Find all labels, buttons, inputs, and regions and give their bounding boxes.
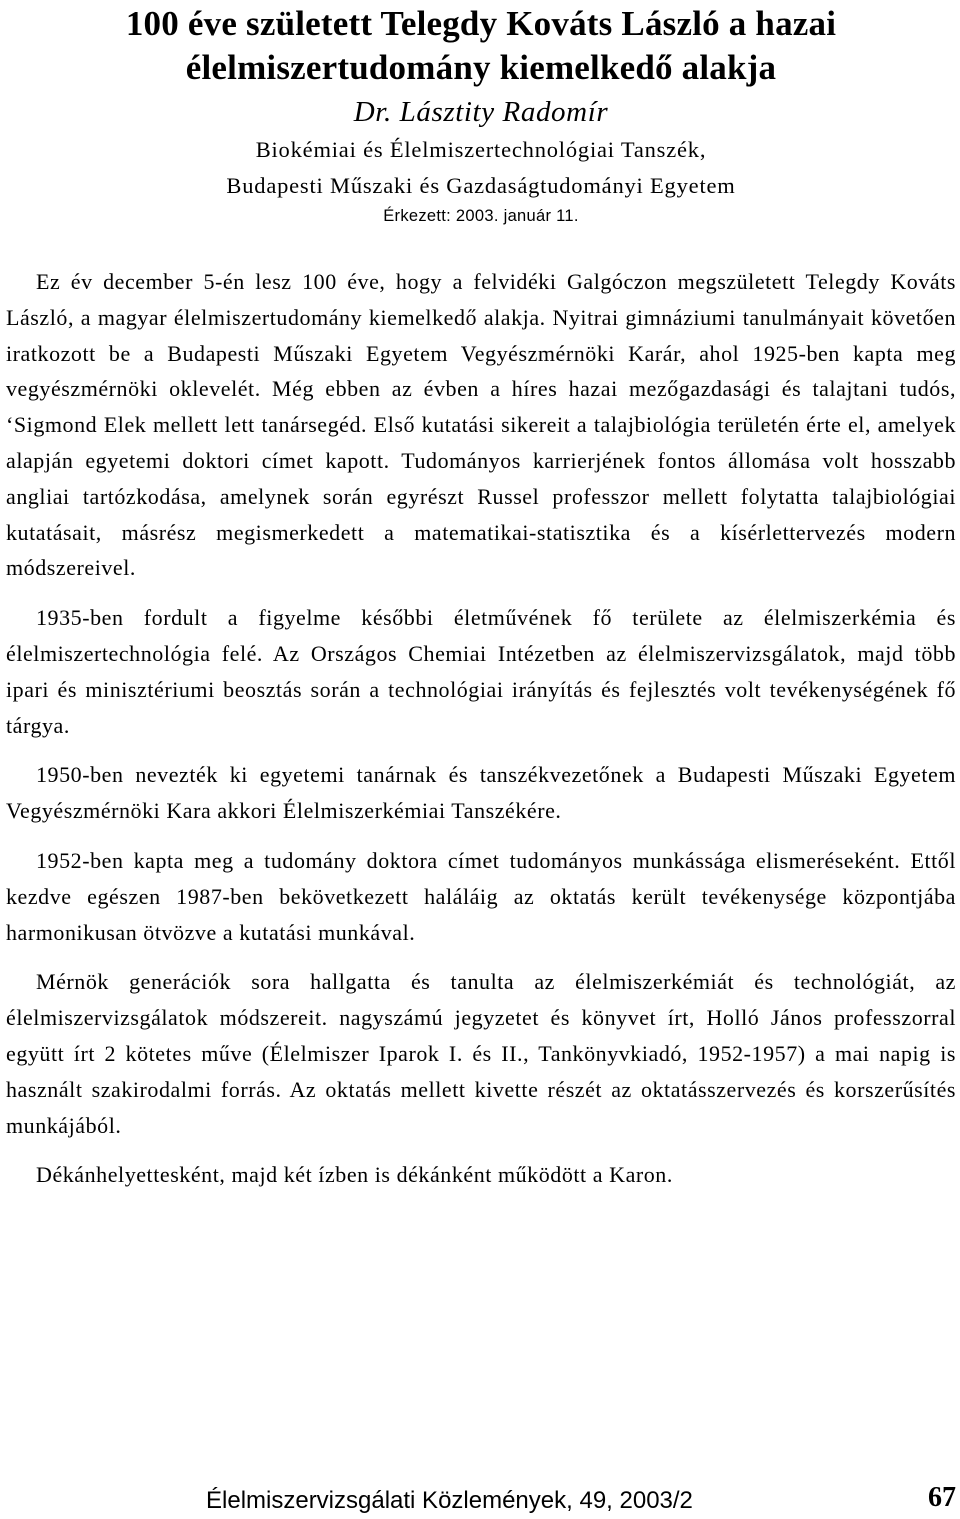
article-title-line-2: élelmiszertudomány kiemelkedő alakja xyxy=(185,48,777,87)
paragraph-6: Dékánhelyettesként, majd két ízben is dékánként működött a Karon. xyxy=(36,1162,673,1188)
paragraph-2: 1935-ben fordult a figyelme későbbi életművének fő területe az élelmiszerkémia és élelmiszertechnológia felé. Az Országos Chemiai Intézetben az élelmiszervizsgálatok, majd több ipari és minisztériumi beosztás során a technológiai irányítás és fejlesztés volt tevékenységének fő tárgya. xyxy=(6,605,956,738)
author-name: Dr. Lásztity Radomír xyxy=(353,96,609,128)
paragraph-3: 1950-ben nevezték ki egyetemi tanárnak és tanszékvezetőnek a Budapesti Műszaki Egyetem Vegyészmérnöki Kara akkori Élelmiszerkémiai Tanszékére. xyxy=(6,762,956,824)
page-footer xyxy=(6,1482,956,1518)
received-date: Érkezett: 2003. január 11. xyxy=(383,207,579,225)
page-number: 67 xyxy=(928,1482,956,1513)
article-title xyxy=(6,0,956,90)
affiliation-line-1: Biokémiai és Élelmiszertechnológiai Tanszék, xyxy=(255,137,707,162)
affiliation-line-2: Budapesti Műszaki és Gazdaságtudományi Egyetem xyxy=(226,173,736,198)
journal-citation: Élelmiszervizsgálati Közlemények, 49, 2003/2 xyxy=(206,1487,693,1514)
article-page xyxy=(6,0,956,1193)
paragraph-4: 1952-ben kapta meg a tudomány doktora címet tudományos munkássága elismeréseként. Ettől kezdve egészen 1987-ben bekövetkezett haláláig az oktatás került tevékenysége központjába harmonikusan ötvözve a kutatási munkával. xyxy=(6,847,956,945)
article-body xyxy=(6,264,956,1193)
paragraph-5: Mérnök generációk sora hallgatta és tanulta az élelmiszerkémiát és technológiát, az élelmiszervizsgálatok módszereit. nagyszámú jegyzetet és könyvet írt, Holló János professzorral együtt írt 2 kötetes műve (Élelmiszer Iparok I. és II., Tankönyvkiadó, 1952-1957) a mai napig is használt szakirodalmi forrás. Az oktatás mellett kivette részét az oktatásszervezés és korszerűsítés munkájából. xyxy=(6,969,956,1138)
article-title-line-1: 100 éve született Telegdy Kováts László a hazai xyxy=(125,4,837,43)
paragraph-1: Ez év december 5-én lesz 100 éve, hogy a felvidéki Galgóczon megszületett Telegdy Kováts László, a magyar élelmiszertudomány kiemelkedő alakja. Nyitrai gimnáziumi tanulmányait követően iratkozott be a Budapesti Műszaki Egyetem Vegyészmérnöki Karár, ahol 1925-ben kapta meg vegyészmérnöki oklevelét. Még ebben az évben a híres hazai mezőgazdasági és talajtani tudós, ‘Sigmond Elek mellett lett tanársegéd. Első kutatási sikereit a talajbiológia területén érte el, amelyek alapján egyetemi doktori címet kapott. Tudományos karrierjének fontos állomása volt hosszabb angliai tartózkodása, amelynek során egyrészt Russel professzor mellett folytatta talajbiológiai kutatásait, másrész megismerkedett a matematikai-statisztika és a kísérlettervezés modern módszereivel. xyxy=(6,269,956,581)
